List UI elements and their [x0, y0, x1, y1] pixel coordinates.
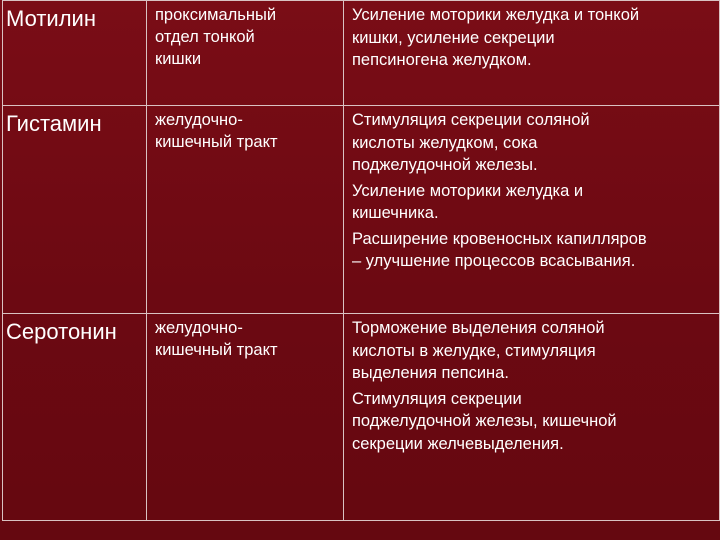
hormone-name: Мотилин	[6, 6, 96, 31]
hormone-cell	[3, 106, 147, 314]
table-row	[3, 314, 720, 521]
effect-paragraph	[352, 388, 715, 456]
effect-paragraph	[352, 109, 715, 177]
hormone-name: Серотонин	[6, 319, 117, 344]
effect-cell	[344, 314, 720, 521]
effect-line: Расширение кровеносных капилляров	[352, 229, 647, 248]
effect-paragraph	[352, 4, 715, 72]
location-line: желудочно-	[155, 319, 243, 337]
effect-cell	[344, 1, 720, 106]
location-cell	[147, 314, 344, 521]
effect-line: – улучшение процессов всасывания.	[352, 252, 636, 270]
location-line: проксимальный	[155, 6, 277, 24]
effect-line: Стимуляция секреции	[352, 389, 522, 408]
effect-line: кислоты в желудке, стимуляция	[352, 341, 596, 360]
effect-line: Усиление моторики желудка и тонкой	[352, 6, 640, 24]
effect-line: поджелудочной железы, кишечной	[352, 412, 617, 430]
effect-line: пепсиногена желудком.	[352, 51, 532, 69]
location-line: кишечный тракт	[155, 341, 278, 359]
effect-line: кишки, усиление секреции	[352, 28, 555, 47]
hormone-table	[2, 0, 720, 521]
effect-line: Торможение выделения соляной	[352, 319, 605, 337]
location-line: отдел тонкой	[155, 28, 255, 46]
effect-line: поджелудочной железы.	[352, 156, 538, 174]
effect-line: секреции желчевыделения.	[352, 434, 564, 453]
effect-line: кишечника.	[352, 204, 439, 222]
location-line: кишечный тракт	[155, 133, 278, 151]
hormone-cell	[3, 1, 147, 106]
effect-paragraph	[352, 317, 715, 385]
table-row	[3, 1, 720, 106]
effect-line: Стимуляция секреции соляной	[352, 111, 590, 129]
effect-line: кислоты желудком, сока	[352, 133, 538, 152]
hormone-cell	[3, 314, 147, 521]
effect-paragraph	[352, 228, 715, 273]
effect-paragraph	[352, 180, 715, 225]
table-row	[3, 106, 720, 314]
hormone-name: Гистамин	[6, 111, 102, 136]
location-line: желудочно-	[155, 111, 243, 129]
location-cell	[147, 106, 344, 314]
location-cell	[147, 1, 344, 106]
effect-line: выделения пепсина.	[352, 364, 509, 382]
location-line: кишки	[155, 50, 202, 68]
effect-cell	[344, 106, 720, 314]
effect-line: Усиление моторики желудка и	[352, 181, 584, 200]
